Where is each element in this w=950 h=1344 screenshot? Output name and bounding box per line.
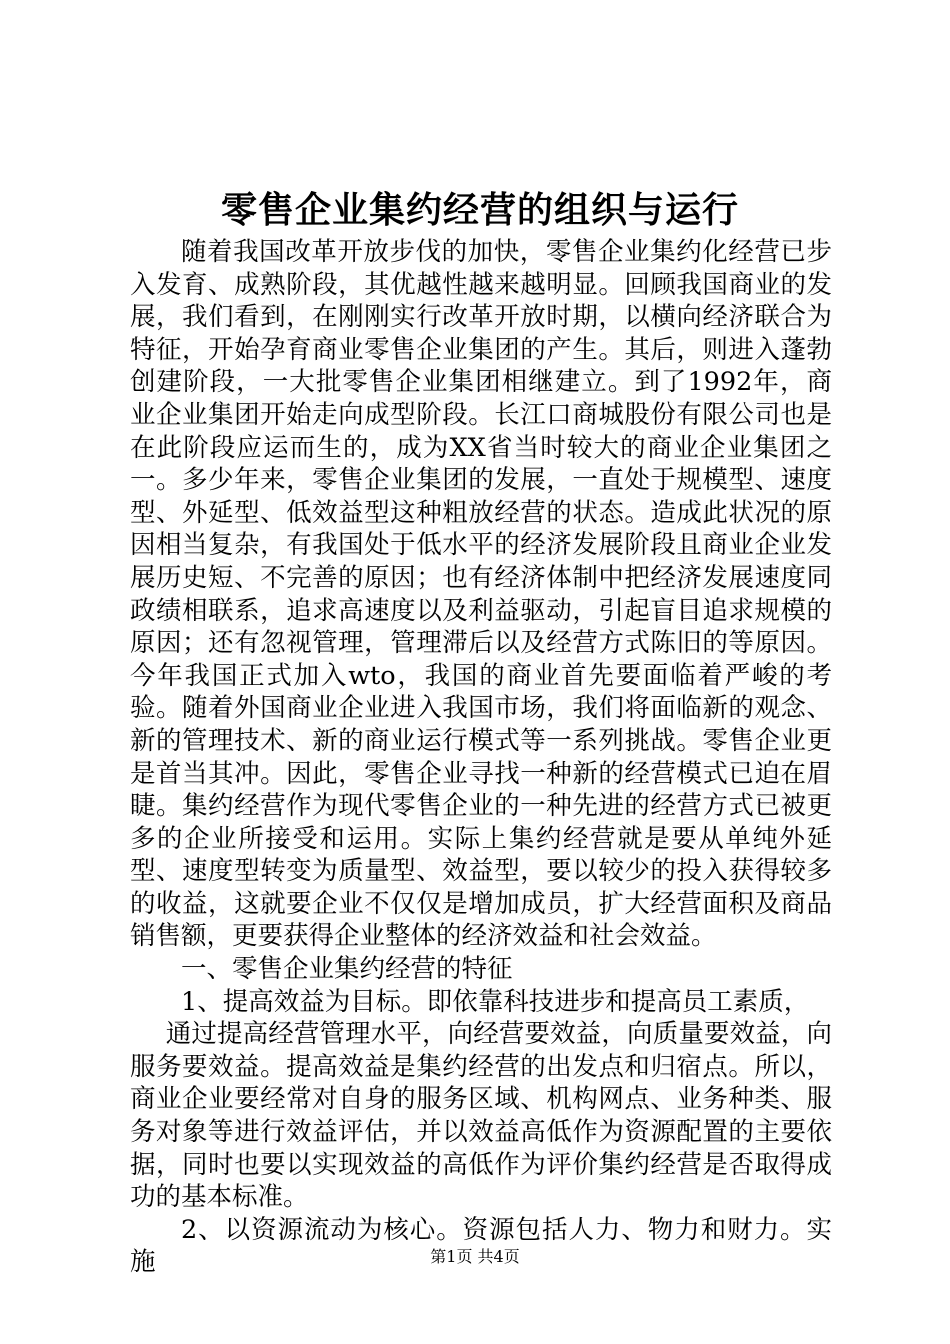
paragraph-point-2: 2、以资源流动为核心。资源包括人力、物力和财力。实施 <box>130 1214 832 1278</box>
document-body <box>130 236 832 1279</box>
paragraph-point-1: 1、提高效益为目标。即依靠科技进步和提高员工素质， <box>181 986 810 1017</box>
page-footer: 第1页 共4页 <box>430 1247 520 1266</box>
paragraph-point-1-body: 通过提高经营管理水平，向经营要效益，向质量要效益，向服务要效益。提高效益是集约经营的出发点和归宿点。所以，商业企业要经常对自身的服务区域、机构网点、业务种类、服务对象等进行效益评估，并以效益高低作为资源配置的主要依据，同时也要以实现效益的高低作为评价集约经营是否取得成功的基本标准。 <box>130 1019 832 1213</box>
section-heading-1: 一、零售企业集约经营的特征 <box>181 954 513 985</box>
page-title: 零售企业集约经营的组织与运行 <box>220 189 739 231</box>
paragraph-intro: 随着我国改革开放步伐的加快，零售企业集约化经营已步入发育、成熟阶段，其优越性越来越明显。回顾我国商业的发展，我们看到，在刚刚实行改革开放时期，以横向经济联合为特征，开始孕育商业零售企业集团的产生。其后，则进入蓬勃创建阶段，一大批零售企业集团相继建立。到了1992年，商业企业集团开始走向成型阶段。长江口商城股份有限公司也是在此阶段应运而生的，成为XX省当时较大的商业企业集团之一。多少年来，零售企业集团的发展，一直处于规模型、速度型、外延型、低效益型这种粗放经营的状态。造成此状况的原因相当复杂，有我国处于低水平的经济发展阶段且商业企业发展历史短、不完善的原因；也有经济体制中把经济发展速度同政绩相联系，追求高速度以及利益驱动，引起盲目追求规模的原因；还有忽视管理，管理滞后以及经营方式陈旧的等原因。今年我国正式加入wto，我国的商业首先要面临着严峻的考验。随着外国商业企业进入我国市场，我们将面临新的观念、新的管理技术、新的商业运行模式等一系列挑战。零售企业更是首当其冲。因此，零售企业寻找一种新的经营模式已迫在眉睫。集约经营作为现代零售企业的一种先进的经营方式已被更多的企业所接受和运用。实际上集约经营就是要从单纯外延型、速度型转变为质量型、效益型，要以较少的投入获得较多的收益，这就要企业不仅仅是增加成员，扩大经营面积及商品销售额，更要获得企业整体的经济效益和社会效益。 <box>130 237 832 952</box>
